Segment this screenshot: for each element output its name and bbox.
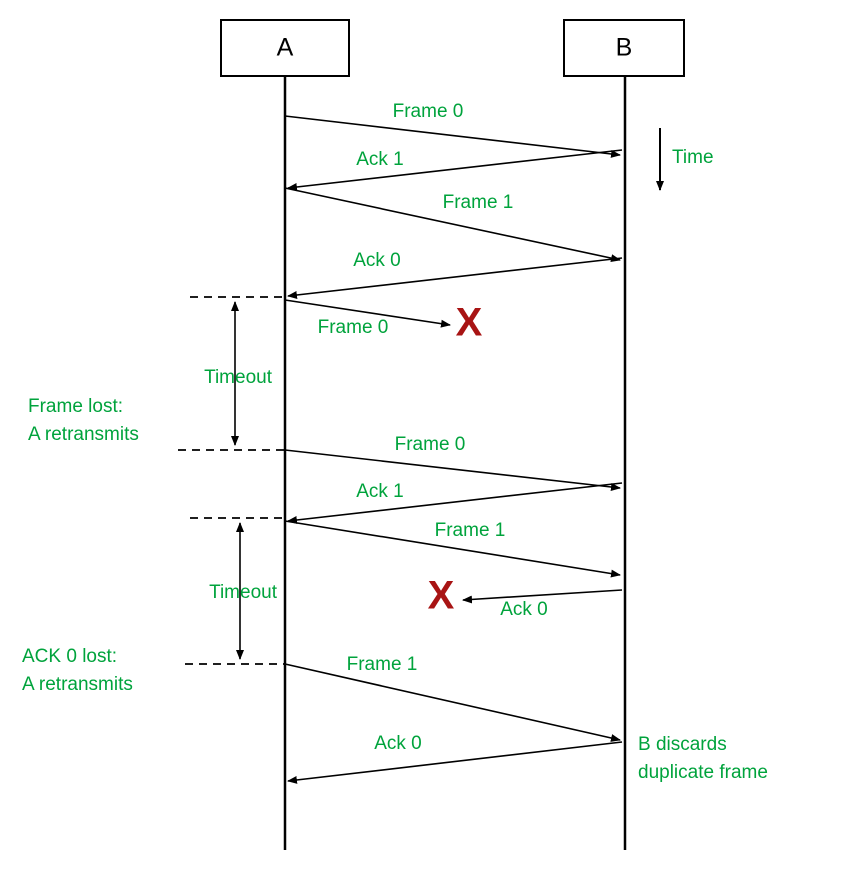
timeout-label-1: Timeout: [204, 367, 272, 388]
node-label-b: B: [615, 33, 633, 62]
message-label-m7: Ack 1: [356, 481, 404, 502]
lost-marker-m9: X: [427, 573, 455, 618]
annotation-1-line2: A retransmits: [28, 424, 139, 445]
annotation-2-line2: A retransmits: [22, 674, 133, 695]
annotation-3-line2: duplicate frame: [638, 762, 768, 783]
message-label-m3: Frame 1: [442, 192, 514, 213]
message-label-m5: Frame 0: [317, 317, 389, 338]
message-arrow-m2: [288, 150, 622, 188]
message-label-m1: Frame 0: [392, 101, 464, 122]
message-arrow-m4: [288, 258, 622, 296]
message-label-m11: Ack 0: [374, 733, 422, 754]
message-arrow-m11: [288, 742, 622, 781]
message-arrow-m6: [285, 450, 620, 488]
lost-marker-m5: X: [455, 300, 483, 345]
time-label: Time: [672, 147, 714, 168]
message-label-m6: Frame 0: [394, 434, 466, 455]
message-arrow-m7: [288, 483, 622, 521]
annotation-2-line1: ACK 0 lost:: [22, 646, 118, 667]
message-label-m2: Ack 1: [356, 149, 404, 170]
message-label-m8: Frame 1: [434, 520, 506, 541]
timeout-label-2: Timeout: [209, 582, 277, 603]
message-label-m9: Ack 0: [500, 599, 548, 620]
message-label-m4: Ack 0: [353, 250, 401, 271]
annotation-3-line1: B discards: [638, 734, 727, 755]
message-arrow-m10: [285, 664, 620, 740]
annotation-1-line1: Frame lost:: [28, 396, 124, 417]
message-label-m10: Frame 1: [346, 654, 418, 675]
node-label-a: A: [276, 33, 294, 62]
